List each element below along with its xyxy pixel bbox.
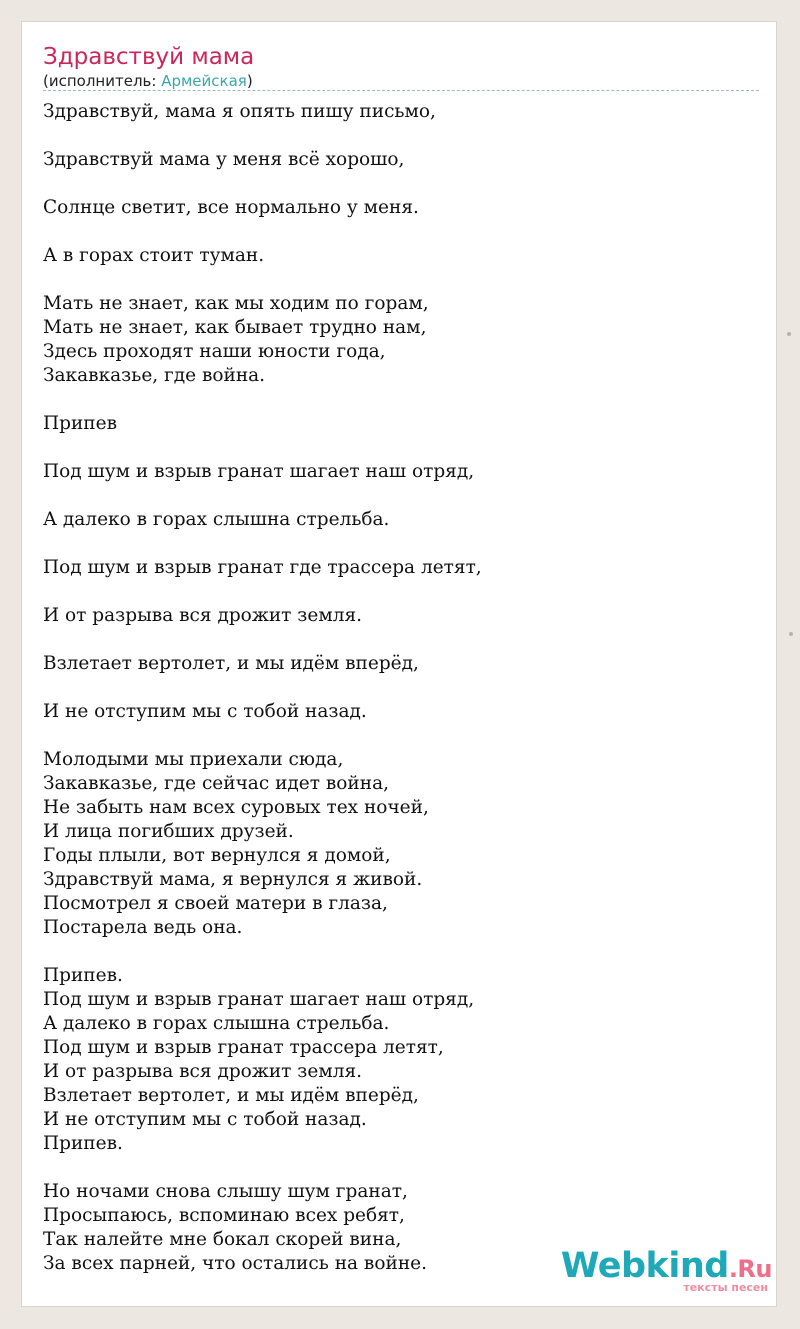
lyrics-blank-line (43, 676, 759, 700)
lyrics-blank-line (43, 124, 759, 148)
lyrics-line: Не забыть нам всех суровых тех ночей, (43, 797, 429, 818)
lyrics-line: Взлетает вертолет, и мы идём вперёд, (43, 1085, 419, 1106)
lyrics-blank-line (43, 220, 759, 244)
lyrics-blank-line (43, 388, 759, 412)
lyrics-line: Постарела ведь она. (43, 917, 243, 938)
lyrics-line: Закавказье, где сейчас идет война, (43, 773, 389, 794)
lyrics-line: Мать не знает, как бывает трудно нам, (43, 317, 427, 338)
lyrics-text (43, 100, 759, 1276)
lyrics-blank-line (43, 436, 759, 460)
lyrics-card (21, 21, 777, 1307)
lyrics-line: Посмотрел я своей матери в глаза, (43, 893, 388, 914)
lyrics-blank-line (43, 580, 759, 604)
lyrics-line: Припев. (43, 965, 123, 986)
lyrics-blank-line (43, 628, 759, 652)
edge-mark-top (787, 332, 791, 336)
lyrics-line: Припев. (43, 1133, 123, 1154)
lyrics-blank-line (43, 940, 759, 964)
lyrics-line: Солнце светит, все нормально у меня. (43, 197, 419, 218)
lyrics-line: А в горах стоит туман. (43, 245, 265, 266)
lyrics-blank-line (43, 484, 759, 508)
lyrics-line: Взлетает вертолет, и мы идём вперёд, (43, 653, 419, 674)
lyrics-line: И от разрыва вся дрожит земля. (43, 605, 363, 626)
performer-line (43, 71, 253, 91)
lyrics-line: Под шум и взрыв гранат где трассера летят, (43, 557, 482, 578)
performer-suffix: ) (246, 72, 253, 90)
song-title: Здравствуй мама (43, 44, 255, 70)
lyrics-line: Годы плыли, вот вернулся я домой, (43, 845, 391, 866)
lyrics-line: Под шум и взрыв гранат шагает наш отряд, (43, 989, 475, 1010)
lyrics-line: Но ночами снова слышу шум гранат, (43, 1181, 408, 1202)
lyrics-line: И от разрыва вся дрожит земля. (43, 1061, 363, 1082)
edge-mark-bottom (789, 632, 793, 636)
performer-prefix: (исполнитель: (43, 72, 162, 90)
lyrics-line: Закавказье, где война. (43, 365, 266, 386)
logo-tld: .Ru (728, 1255, 772, 1283)
lyrics-blank-line (43, 1156, 759, 1180)
lyrics-line: Мать не знает, как мы ходим по горам, (43, 293, 429, 314)
lyrics-line: Здравствуй мама, я вернулся я живой. (43, 869, 423, 890)
lyrics-line: А далеко в горах слышна стрельба. (43, 1013, 390, 1034)
lyrics-line: И не отступим мы с тобой назад. (43, 1109, 367, 1130)
lyrics-line: Молодыми мы приехали сюда, (43, 749, 344, 770)
site-logo[interactable] (560, 1246, 772, 1294)
lyrics-line: Здравствуй мама у меня всё хорошо, (43, 149, 405, 170)
lyrics-blank-line (43, 172, 759, 196)
lyrics-blank-line (43, 268, 759, 292)
lyrics-line: Здесь проходят наши юности года, (43, 341, 386, 362)
lyrics-line: Припев (43, 413, 117, 434)
lyrics-blank-line (43, 724, 759, 748)
lyrics-line: Так налейте мне бокал скорей вина, (43, 1229, 402, 1250)
lyrics-line: И не отступим мы с тобой назад. (43, 701, 367, 722)
lyrics-line: Под шум и взрыв гранат трассера летят, (43, 1037, 444, 1058)
lyrics-line: За всех парней, что остались на войне. (43, 1253, 427, 1274)
lyrics-line: И лица погибших друзей. (43, 821, 294, 842)
title-divider (43, 90, 759, 91)
logo-tagline: тексты песен (683, 1281, 768, 1294)
lyrics-line: Просыпаюсь, вспоминаю всех ребят, (43, 1205, 405, 1226)
logo-brand: Webkind (560, 1246, 729, 1286)
lyrics-line: А далеко в горах слышна стрельба. (43, 509, 390, 530)
lyrics-line: Здравствуй, мама я опять пишу письмо, (43, 101, 436, 122)
lyrics-line: Под шум и взрыв гранат шагает наш отряд, (43, 461, 475, 482)
lyrics-blank-line (43, 532, 759, 556)
performer-link[interactable]: Армейская (161, 72, 247, 90)
